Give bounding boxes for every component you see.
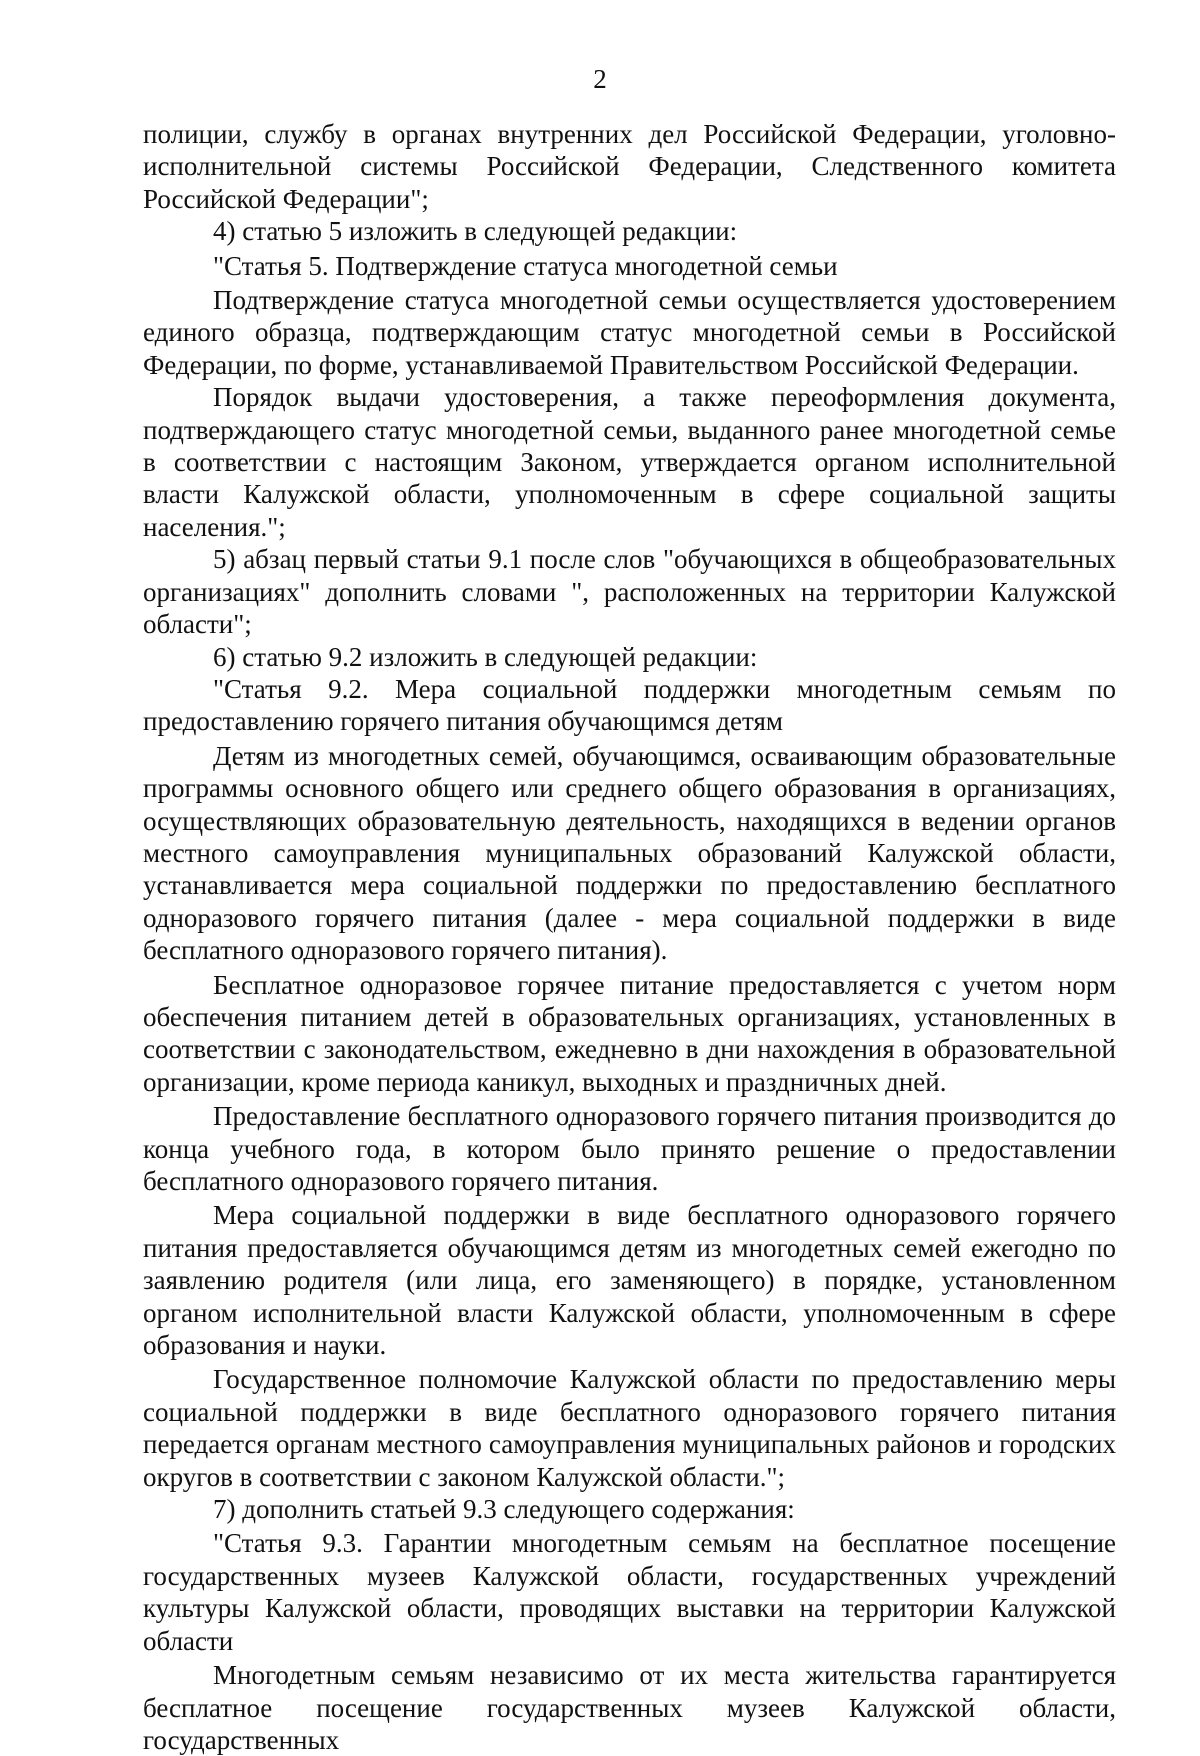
paragraph-article-9-2-heading: "Статья 9.2. Мера социальной поддержки многодетным семьям по предоставлению горячего питания обучающимся детям bbox=[143, 673, 1116, 737]
paragraph-continuation: полиции, службу в органах внутренних дел Российской Федерации, уголовно-исполнительной системы Российской Федерации, Следственного комитета Российской Федерации"; bbox=[143, 119, 1116, 214]
paragraph-article-9-2-part-2: Бесплатное одноразовое горячее питание предоставляется с учетом норм обеспечения питанием детей в образовательных организациях, установленных в соответствии с законодательством, ежедневно в дни нахождения в образовательной организации, кроме периода каникул, выходных и праздничных дней. bbox=[143, 969, 1116, 1097]
paragraph-article-9-2-part-5: Государственное полномочие Калужской области по предоставлению меры социальной поддержки в виде бесплатного одноразового горячего питания передается органам местного самоуправления муниципальных районов и городских округов в соответствии с законом Калужской области."; bbox=[143, 1364, 1116, 1492]
paragraph-article-5-part-1: Подтверждение статуса многодетной семьи осуществляется удостоверением единого образца, подтверждающим статус многодетной семьи в Российской Федерации, по форме, устанавливаемой Правительством Российской Федерации. bbox=[143, 285, 1116, 380]
paragraph-item-7: 7) дополнить статьей 9.3 следующего содержания: bbox=[213, 1494, 795, 1525]
paragraph-item-4: 4) статью 5 изложить в следующей редакции: bbox=[213, 216, 738, 247]
paragraph-article-9-3-heading: "Статья 9.3. Гарантии многодетным семьям на бесплатное посещение государственных музеев Калужской области, государственных учреждений культуры Калужской области, проводящих выставки на территории Калужской области bbox=[143, 1528, 1116, 1656]
paragraph-item-5: 5) абзац первый статьи 9.1 после слов "обучающихся в общеобразовательных организациях" дополнить словами ", расположенных на территории Калужской области"; bbox=[143, 544, 1116, 640]
page-number: 2 bbox=[593, 64, 607, 94]
paragraph-article-9-2-part-4: Мера социальной поддержки в виде бесплатного одноразового горячего питания предоставляется обучающимся детям из многодетных семей ежегодно по заявлению родителя (или лица, его заменяющего) в порядке, установленном органом исполнительной власти Калужской области, уполномоченным в сфере образования и науки. bbox=[143, 1200, 1116, 1361]
paragraph-article-9-3-part-1: Многодетным семьям независимо от их места жительства гарантируется бесплатное посещение государственных музеев Калужской области, государственных bbox=[143, 1660, 1116, 1755]
paragraph-item-6: 6) статью 9.2 изложить в следующей редакции: bbox=[213, 641, 758, 672]
document-body bbox=[143, 118, 1116, 1756]
paragraph-article-5-heading: "Статья 5. Подтверждение статуса многодетной семьи bbox=[213, 250, 838, 281]
paragraph-article-5-part-2: Порядок выдачи удостоверения, а также переоформления документа, подтверждающего статус многодетной семьи, выданного ранее многодетной семье в соответствии с настоящим Законом, утверждается органом исполнительной власти Калужской области, уполномоченным в сфере социальной защиты населения."; bbox=[143, 382, 1116, 542]
paragraph-article-9-2-part-3: Предоставление бесплатного одноразового горячего питания производится до конца учебного года, в котором было принято решение о предоставлении бесплатного одноразового горячего питания. bbox=[143, 1101, 1116, 1196]
paragraph-article-9-2-part-1: Детям из многодетных семей, обучающимся, осваивающим образовательные программы основного общего или среднего общего образования в организациях, осуществляющих образовательную деятельность, находящихся в ведении органов местного самоуправления муниципальных образований Калужской области, устанавливается мера социальной поддержки по предоставлению бесплатного одноразового горячего питания (далее - мера социальной поддержки в виде бесплатного одноразового горячего питания). bbox=[143, 740, 1116, 966]
